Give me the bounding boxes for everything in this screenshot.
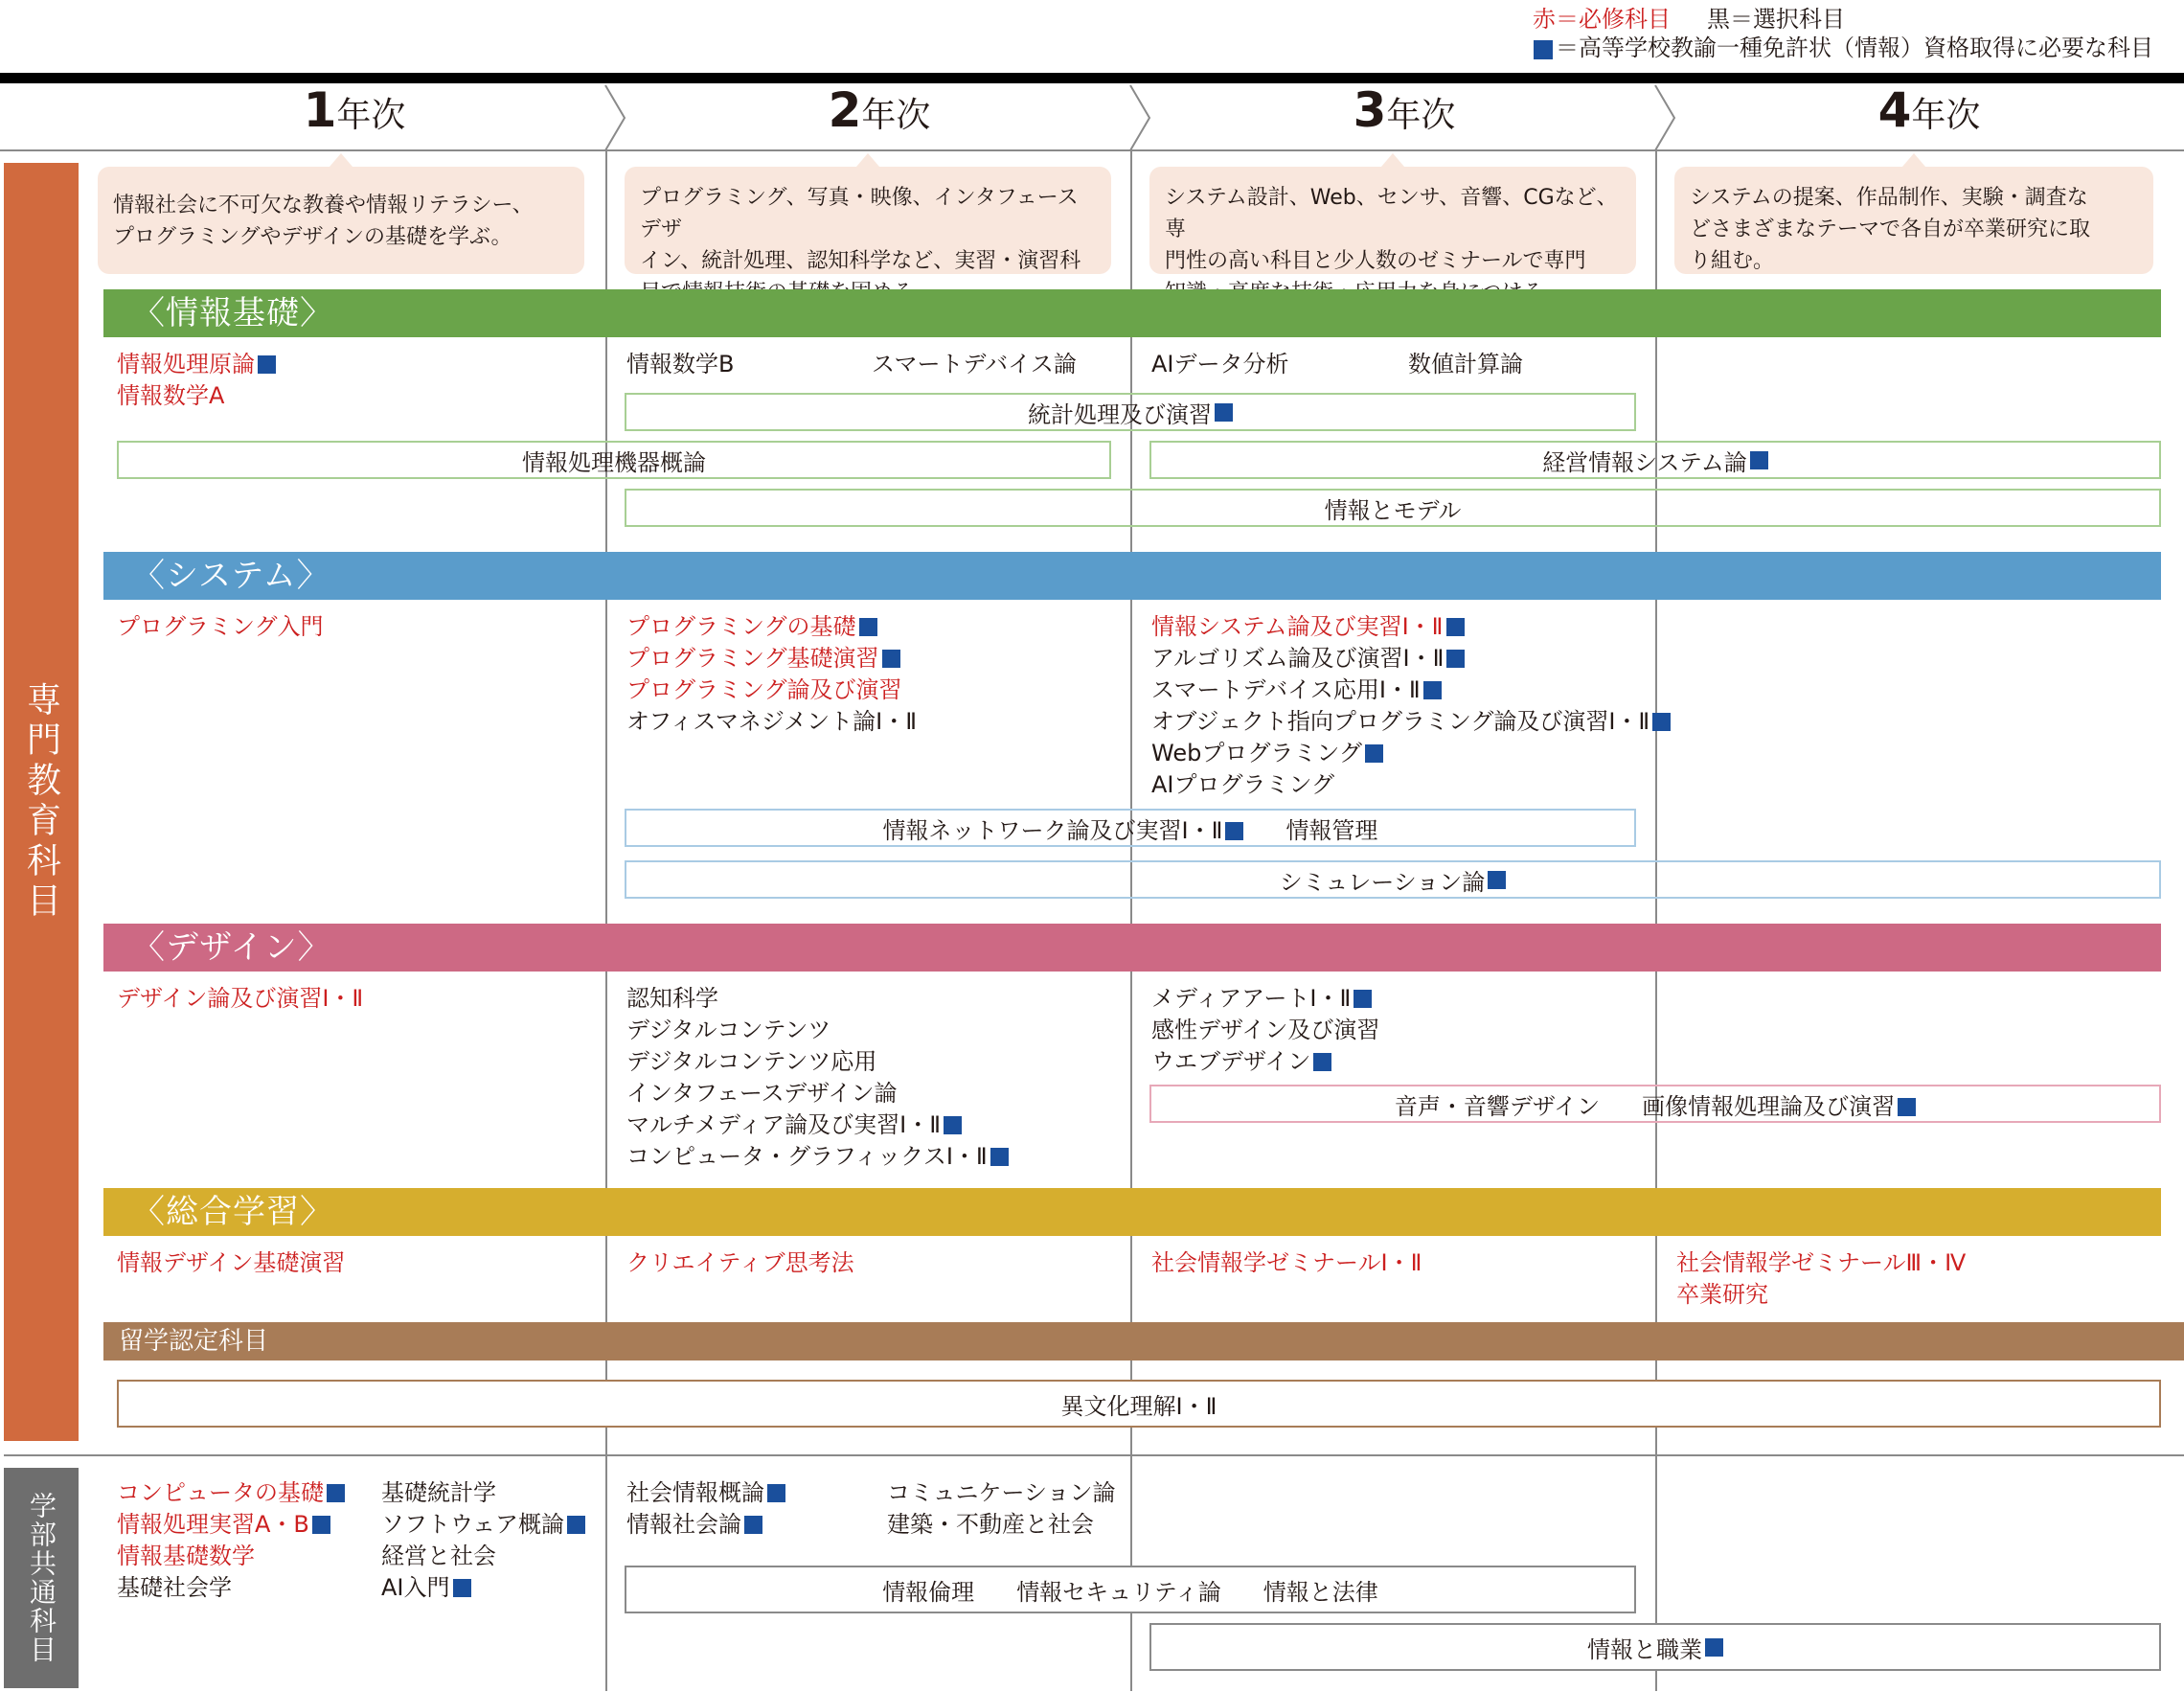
span-box-tokei-shori: 統計処理及び演習 [625, 393, 1636, 431]
course-sotsugyo-kenkyu: 卒業研究 [1676, 1281, 1768, 1308]
course-programming-ron: プログラミング論及び演習 [626, 676, 902, 703]
course-programming-kiso-enshu: プログラミング基礎演習 [626, 643, 900, 675]
course-joho-kiso-sugaku: 情報基礎数学 [117, 1543, 255, 1569]
span-box-ibunka: 異文化理解Ⅰ・Ⅱ [117, 1380, 2161, 1428]
legend-required: 赤＝必修科目 [1533, 6, 1671, 33]
span-box-onsei-gazo: 音声・音響デザイン 画像情報処理論及び演習 [1149, 1085, 2161, 1123]
year-2-description: プログラミング、写真・映像、インタフェースデザ イン、統計処理、認知科学など、実習・演習科 [625, 167, 1111, 274]
year-4-description: システムの提案、作品制作、実験・調査な どさまざまなテーマで各自が卒業研究に取 り組む。 [1674, 167, 2153, 274]
course-joho-shori-jisshu: 情報処理実習A・B [117, 1509, 330, 1541]
course-seminar-3-4: 社会情報学ゼミナールⅢ・Ⅳ [1676, 1249, 1967, 1276]
course-multimedia-ron: マルチメディア論及び実習Ⅰ・Ⅱ [626, 1109, 962, 1141]
course-kansei-design: 感性デザイン及び演習 [1151, 1017, 1380, 1043]
section-divider [4, 1454, 2184, 1456]
span-box-rinri-security-law: 情報倫理 情報セキュリティ論 情報と法律 [625, 1566, 1636, 1613]
course-joho-shori-genron: 情報処理原論 [117, 349, 276, 380]
system-band: 〈システム〉 [103, 552, 2161, 600]
course-object-shiko: オブジェクト指向プログラミング論及び演習Ⅰ・Ⅱ [1151, 706, 1671, 738]
course-computer-kiso: コンピュータの基礎 [117, 1477, 345, 1509]
legend-license: ＝高等学校教諭一種免許状（情報）資格取得に必要な科目 [1556, 34, 2153, 61]
course-design-ron: デザイン論及び演習Ⅰ・Ⅱ [117, 985, 364, 1012]
course-joho-system-ron: 情報システム論及び実習Ⅰ・Ⅱ [1151, 611, 1465, 643]
year-4-label: 4年次 [1877, 82, 1981, 138]
course-smart-device-ron: スマートデバイス論 [872, 351, 1077, 377]
course-communication-ron: コミュニケーション論 [887, 1479, 1116, 1506]
span-box-simulation: シミュレーション論 [625, 860, 2161, 899]
year-3-description: システム設計、Web、センサ、音響、CGなど、専 門性の高い科目と少人数のゼミナールで専門 [1149, 167, 1636, 274]
course-digital-contents-oyo: デジタルコンテンツ応用 [626, 1048, 877, 1075]
course-ai-data-bunseki: AIデータ分析 [1151, 351, 1289, 377]
year-2-label: 2年次 [828, 82, 931, 138]
design-band: 〈デザイン〉 [103, 924, 2161, 972]
course-ai-programming: AIプログラミング [1151, 771, 1335, 798]
course-interface-design: インタフェースデザイン論 [626, 1080, 898, 1107]
span-box-joho-to-shokugyo: 情報と職業 [1149, 1623, 2161, 1671]
column-divider-1 [605, 150, 607, 1691]
course-kenchiku-fudosan: 建築・不動産と社会 [887, 1511, 1094, 1538]
course-joho-sugaku-a: 情報数学A [117, 382, 225, 409]
course-joho-sugaku-b: 情報数学B [626, 351, 735, 377]
course-suchi-keisan-ron: 数値計算論 [1408, 351, 1523, 377]
course-algorithm-ron: アルゴリズム論及び演習Ⅰ・Ⅱ [1151, 643, 1465, 675]
span-box-joho-network: 情報ネットワーク論及び実習Ⅰ・Ⅱ 情報管理 [625, 809, 1636, 847]
course-software-gairon: ソフトウェア概論 [381, 1509, 585, 1541]
course-programming-nyumon: プログラミング入門 [117, 613, 324, 640]
course-smart-device-oyo: スマートデバイス応用Ⅰ・Ⅱ [1151, 675, 1442, 706]
year-1-label: 1年次 [303, 82, 406, 138]
course-kiso-shakaigaku: 基礎社会学 [117, 1574, 232, 1601]
senmon-sidebar: 専門教育科目 [4, 163, 79, 1441]
legend-elective: 黒＝選択科目 [1707, 6, 1845, 33]
gakubu-sidebar: 学部共通科目 [4, 1468, 79, 1688]
course-keiei-to-shakai: 経営と社会 [381, 1543, 496, 1569]
course-web-design: ウエブデザイン [1151, 1046, 1331, 1078]
course-seminar-1-2: 社会情報学ゼミナールⅠ・Ⅱ [1151, 1249, 1422, 1276]
course-office-management: オフィスマネジメント論Ⅰ・Ⅱ [626, 708, 918, 735]
span-box-joho-shori-kiki: 情報処理機器概論 [117, 441, 1111, 479]
course-digital-contents: デジタルコンテンツ [626, 1017, 831, 1043]
course-computer-graphics: コンピュータ・グラフィックスⅠ・Ⅱ [626, 1141, 1009, 1173]
course-media-art: メディアアートⅠ・Ⅱ [1151, 983, 1372, 1015]
course-ninchi-kagaku: 認知科学 [626, 985, 718, 1012]
course-shakai-joho-gairon: 社会情報概論 [626, 1477, 785, 1509]
year-1-description: 情報社会に不可欠な教養や情報リテラシー、 プログラミングやデザインの基礎を学ぶ。 [98, 167, 584, 274]
sogo-band: 〈総合学習〉 [103, 1188, 2161, 1236]
year-3-label: 3年次 [1353, 82, 1456, 138]
span-box-joho-to-model: 情報とモデル [625, 489, 2161, 527]
course-kiso-tokeigaku: 基礎統計学 [381, 1479, 496, 1506]
course-web-programming: Webプログラミング [1151, 738, 1383, 769]
course-programming-kiso: プログラミングの基礎 [626, 611, 877, 643]
span-box-keiei-joho: 経営情報システム論 [1149, 441, 2161, 479]
course-ai-nyumon: AI入門 [381, 1572, 471, 1604]
course-joho-design-kiso: 情報デザイン基礎演習 [117, 1249, 346, 1276]
joho-kiso-band: 〈情報基礎〉 [103, 289, 2161, 337]
course-joho-shakai-ron: 情報社会論 [626, 1509, 762, 1541]
legend-square-icon [1534, 40, 1553, 59]
course-creative-shiko: クリエイティブ思考法 [626, 1249, 854, 1276]
column-divider-2 [1130, 150, 1132, 1691]
column-divider-3 [1655, 150, 1657, 1691]
ryugaku-band: 留学認定科目 [103, 1322, 2184, 1360]
